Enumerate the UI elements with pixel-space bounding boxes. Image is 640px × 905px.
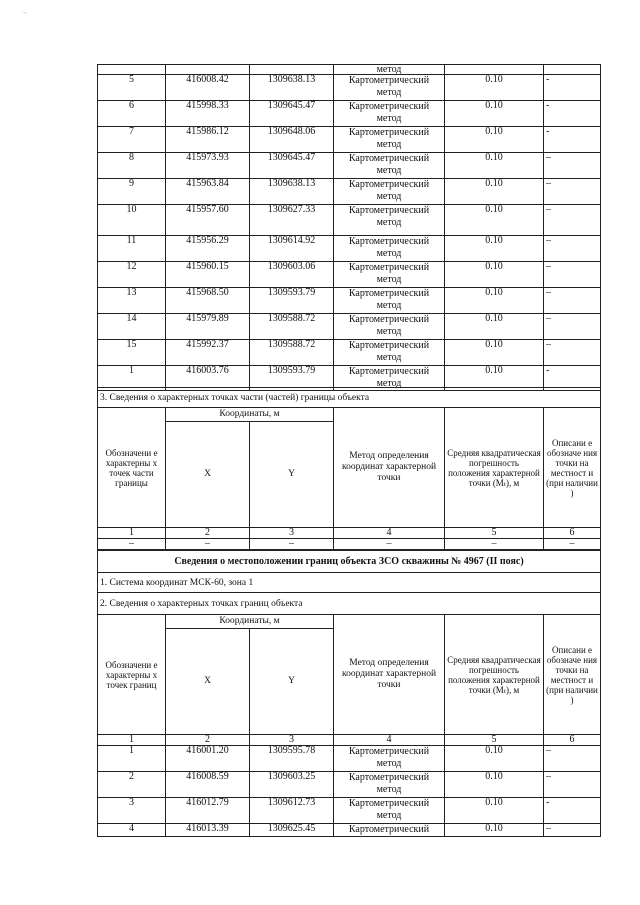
x-coordinate-cell: 416013.39 (166, 824, 250, 837)
point-number-cell: 6 (98, 101, 166, 127)
coord-system-label: 1. Система координат МСК-60, зона 1 (98, 573, 601, 593)
point-number-cell: 2 (98, 772, 166, 798)
x-coordinate-cell: 416003.76 (166, 366, 250, 391)
method-cell: Картометрический метод (334, 205, 445, 236)
description-cell: - (544, 366, 601, 391)
method-cell: Картометрический метод (334, 314, 445, 340)
header-error: Средняя квадратическая погрешность положения характерной точки (Mₜ), м (445, 408, 544, 528)
table-row (98, 798, 601, 824)
y-coordinate-cell: 1309612.73 (250, 798, 334, 824)
error-cell: 0.10 (445, 772, 544, 798)
table-row (98, 75, 601, 101)
header-x: X (166, 422, 250, 528)
header-point: Обозначени е характерны х точек границ (98, 615, 166, 735)
error-cell: 0.10 (445, 366, 544, 391)
description-cell: – (544, 179, 601, 205)
error-cell: 0.10 (445, 746, 544, 772)
description-cell: – (544, 314, 601, 340)
x-coordinate-cell: 415968.50 (166, 288, 250, 314)
x-coordinate-cell: 416012.79 (166, 798, 250, 824)
point-number-cell: 11 (98, 236, 166, 262)
header-method: Метод определения координат характерной точки (334, 615, 445, 735)
table-row (98, 824, 601, 837)
point-number-cell: 7 (98, 127, 166, 153)
method-cell: Картометрический метод (334, 75, 445, 101)
y-coordinate-cell: 1309595.78 (250, 746, 334, 772)
y-coordinate-cell: 1309645.47 (250, 101, 334, 127)
point-number-cell: 12 (98, 262, 166, 288)
error-cell: 0.10 (445, 127, 544, 153)
point-number-cell: 1 (98, 366, 166, 391)
x-coordinate-cell: 416008.59 (166, 772, 250, 798)
y-coordinate-cell: 1309603.06 (250, 262, 334, 288)
y-coordinate-cell: 1309645.47 (250, 153, 334, 179)
error-cell: 0.10 (445, 75, 544, 101)
table-row (98, 340, 601, 366)
points-table-continued (97, 64, 601, 391)
table-row (98, 127, 601, 153)
table-row (98, 262, 601, 288)
column-numbers-row: 1 2 3 4 5 6 (98, 735, 601, 746)
x-coordinate-cell: 415956.29 (166, 236, 250, 262)
zso-table (97, 550, 601, 837)
description-cell: – (544, 746, 601, 772)
error-cell: 0.10 (445, 205, 544, 236)
x-coordinate-cell: 415979.89 (166, 314, 250, 340)
method-cell: Картометрический метод (334, 262, 445, 288)
description-cell: – (544, 824, 601, 837)
x-coordinate-cell: 415992.37 (166, 340, 250, 366)
point-number-cell: 10 (98, 205, 166, 236)
y-coordinate-cell: 1309648.06 (250, 127, 334, 153)
points-table-body (98, 75, 601, 391)
table-row (98, 205, 601, 236)
y-coordinate-cell: 1309588.72 (250, 340, 334, 366)
y-coordinate-cell: 1309593.79 (250, 288, 334, 314)
zso-table-body (98, 746, 601, 837)
method-cell: Картометрический метод (334, 153, 445, 179)
x-coordinate-cell: 415986.12 (166, 127, 250, 153)
table-row (98, 314, 601, 340)
method-cell: метод (334, 65, 445, 75)
error-cell: 0.10 (445, 153, 544, 179)
y-coordinate-cell: 1309638.13 (250, 179, 334, 205)
description-cell: - (544, 798, 601, 824)
error-cell: 0.10 (445, 340, 544, 366)
table-row (98, 236, 601, 262)
method-cell: Картометрический метод (334, 746, 445, 772)
point-number-cell: 5 (98, 75, 166, 101)
header-error: Средняя квадратическая погрешность положения характерной точки (Mₜ), м (445, 615, 544, 735)
point-number-cell: 8 (98, 153, 166, 179)
method-cell: Картометрический (334, 824, 445, 837)
table-row (98, 179, 601, 205)
error-cell: 0.10 (445, 101, 544, 127)
description-cell: – (544, 205, 601, 236)
error-cell: 0.10 (445, 179, 544, 205)
method-cell: Картометрический метод (334, 772, 445, 798)
description-cell: – (544, 153, 601, 179)
table-row (98, 65, 601, 75)
y-coordinate-cell: 1309638.13 (250, 75, 334, 101)
description-cell: – (544, 236, 601, 262)
scan-mark: ·-. (22, 10, 28, 16)
error-cell: 0.10 (445, 314, 544, 340)
description-cell: – (544, 772, 601, 798)
header-coords: Координаты, м (166, 408, 334, 422)
section3-label: 3. Сведения о характерных точках части (частей) границы объекта (98, 388, 601, 408)
header-y: Y (250, 629, 334, 735)
x-coordinate-cell: 415973.93 (166, 153, 250, 179)
point-number-cell: 3 (98, 798, 166, 824)
error-cell: 0.10 (445, 288, 544, 314)
y-coordinate-cell: 1309593.79 (250, 366, 334, 391)
table-row (98, 772, 601, 798)
description-cell: - (544, 127, 601, 153)
description-cell: - (544, 75, 601, 101)
error-cell: 0.10 (445, 798, 544, 824)
description-cell: - (544, 101, 601, 127)
header-point: Обозначени е характерны х точек части границы (98, 408, 166, 528)
point-number-cell: 1 (98, 746, 166, 772)
x-coordinate-cell: 415963.84 (166, 179, 250, 205)
header-desc: Описани е обозначе ния точки на местност и (при наличии ) (544, 615, 601, 735)
table-row (98, 101, 601, 127)
x-coordinate-cell: 415960.15 (166, 262, 250, 288)
table-row (98, 746, 601, 772)
point-number-cell: 4 (98, 824, 166, 837)
method-cell: Картометрический метод (334, 101, 445, 127)
header-desc: Описани е обозначе ния точки на местност и (при наличии ) (544, 408, 601, 528)
description-cell: – (544, 288, 601, 314)
x-coordinate-cell: 415957.60 (166, 205, 250, 236)
method-cell: Картометрический метод (334, 127, 445, 153)
y-coordinate-cell: 1309627.33 (250, 205, 334, 236)
x-coordinate-cell: 416008.42 (166, 75, 250, 101)
point-number-cell: 13 (98, 288, 166, 314)
error-cell: 0.10 (445, 824, 544, 837)
method-cell: Картометрический метод (334, 340, 445, 366)
header-x: X (166, 629, 250, 735)
x-coordinate-cell: 415998.33 (166, 101, 250, 127)
method-cell: Картометрический метод (334, 236, 445, 262)
section3-table (97, 387, 601, 550)
method-cell: Картометрический метод (334, 288, 445, 314)
header-method: Метод определения координат характерной точки (334, 408, 445, 528)
empty-row: – – – – – – (98, 539, 601, 550)
method-cell: Картометрический метод (334, 366, 445, 391)
point-number-cell: 15 (98, 340, 166, 366)
error-cell: 0.10 (445, 262, 544, 288)
y-coordinate-cell: 1309588.72 (250, 314, 334, 340)
error-cell: 0.10 (445, 236, 544, 262)
x-coordinate-cell: 416001.20 (166, 746, 250, 772)
method-cell: Картометрический метод (334, 798, 445, 824)
description-cell: – (544, 262, 601, 288)
column-numbers-row: 1 2 3 4 5 6 (98, 528, 601, 539)
points-label: 2. Сведения о характерных точках границ объекта (98, 593, 601, 615)
header-coords: Координаты, м (166, 615, 334, 629)
zso-title: Сведения о местоположении границ объекта ЗСО скважины № 4967 (II пояс) (98, 551, 601, 573)
point-number-cell: 9 (98, 179, 166, 205)
table-row (98, 153, 601, 179)
point-number-cell: 14 (98, 314, 166, 340)
description-cell: – (544, 340, 601, 366)
table-row (98, 288, 601, 314)
y-coordinate-cell: 1309603.25 (250, 772, 334, 798)
method-cell: Картометрический метод (334, 179, 445, 205)
y-coordinate-cell: 1309614.92 (250, 236, 334, 262)
y-coordinate-cell: 1309625.45 (250, 824, 334, 837)
header-y: Y (250, 422, 334, 528)
